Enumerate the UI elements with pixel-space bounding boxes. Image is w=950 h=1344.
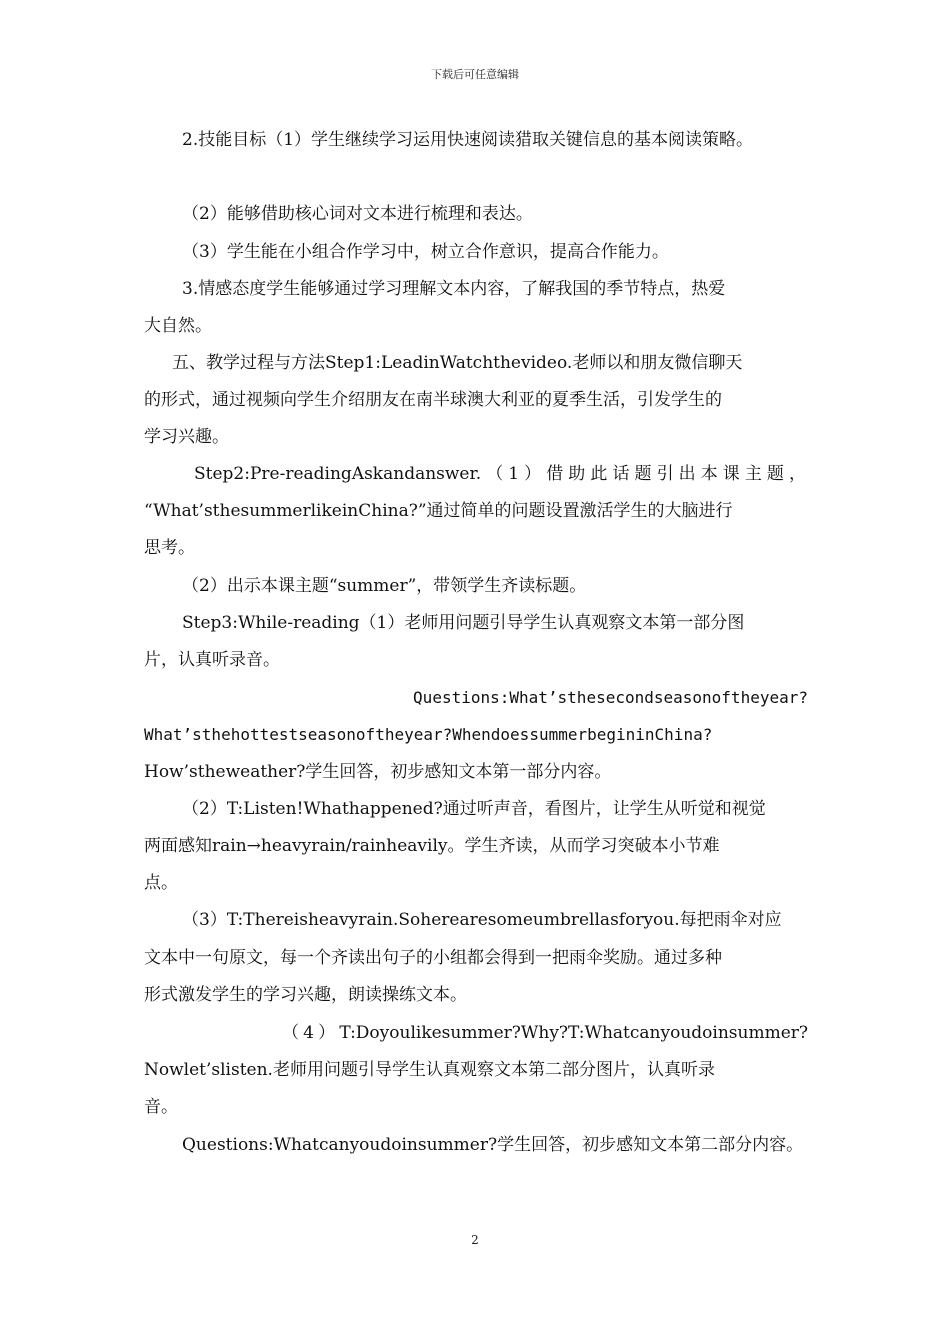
paragraph-line: 大自然。 [144, 316, 212, 336]
paragraph-line: （3）学生能在小组合作学习中，树立合作意识，提高合作能力。 [182, 242, 669, 262]
paragraph-line: 的形式，通过视频向学生介绍朋友在南半球澳大利亚的夏季生活，引发学生的 [144, 390, 722, 410]
paragraph-line: 形式激发学生的学习兴趣，朗读操练文本。 [144, 985, 467, 1005]
page-number: 2 [471, 1233, 479, 1247]
paragraph-line: （2）能够借助核心词对文本进行梳理和表达。 [182, 204, 533, 224]
paragraph-line: 两面感知rain→heavyrain/rainheavily。学生齐读，从而学习突破本小节难 [144, 836, 720, 856]
paragraph-line: What’sthehottestseasonoftheyear?WhendoessummerbegininChina? [144, 725, 713, 744]
page-header: 下载后可任意编辑 [431, 68, 519, 81]
paragraph-line: 五、教学过程与方法Step1:LeadinWatchthevideo.老师以和朋友微信聊天 [172, 353, 743, 373]
paragraph-line: Nowlet’slisten.老师用问题引导学生认真观察文本第二部分图片，认真听录 [144, 1060, 715, 1080]
paragraph-line: 音。 [144, 1097, 178, 1117]
paragraph-line: “What’sthesummerlikeinChina?”通过简单的问题设置激活学生的大脑进行 [144, 501, 733, 521]
paragraph-line: 学习兴趣。 [144, 427, 229, 447]
paragraph-line: 片，认真听录音。 [144, 650, 280, 670]
paragraph-line: 思考。 [144, 538, 195, 558]
paragraph-line: 点。 [144, 873, 178, 893]
paragraph-line: Questions:What’sthesecondseasonoftheyear? [413, 688, 808, 707]
paragraph-line: 3.情感态度学生能够通过学习理解文本内容，了解我国的季节特点，热爱 [182, 279, 726, 299]
paragraph-line: Questions:Whatcanyoudoinsummer?学生回答，初步感知文本第二部分内容。 [182, 1135, 804, 1155]
paragraph-line: （3）T:Thereisheavyrain.Soherearesomeumbrellasforyou.每把雨伞对应 [182, 910, 782, 930]
paragraph-line: 文本中一句原文，每一个齐读出句子的小组都会得到一把雨伞奖励。通过多种 [144, 948, 722, 968]
paragraph-line: Step3:While-reading（1）老师用问题引导学生认真观察文本第一部分图 [182, 613, 745, 633]
paragraph-line: 2.技能目标（1）学生继续学习运用快速阅读猎取关键信息的基本阅读策略。 [182, 130, 754, 150]
paragraph-line: （2）T:Listen!Whathappened?通过听声音，看图片，让学生从听觉和视觉 [182, 799, 766, 819]
paragraph-line: （4）T:Doyoulikesummer?Why?T:Whatcanyoudoinsummer? [282, 1023, 808, 1043]
paragraph-line: Step2:Pre-readingAskandanswer.（1）借助此话题引出本课主题， [194, 464, 806, 484]
paragraph-line: How’stheweather?学生回答，初步感知文本第一部分内容。 [144, 762, 612, 782]
paragraph-line: （2）出示本课主题“summer”，带领学生齐读标题。 [182, 576, 587, 596]
